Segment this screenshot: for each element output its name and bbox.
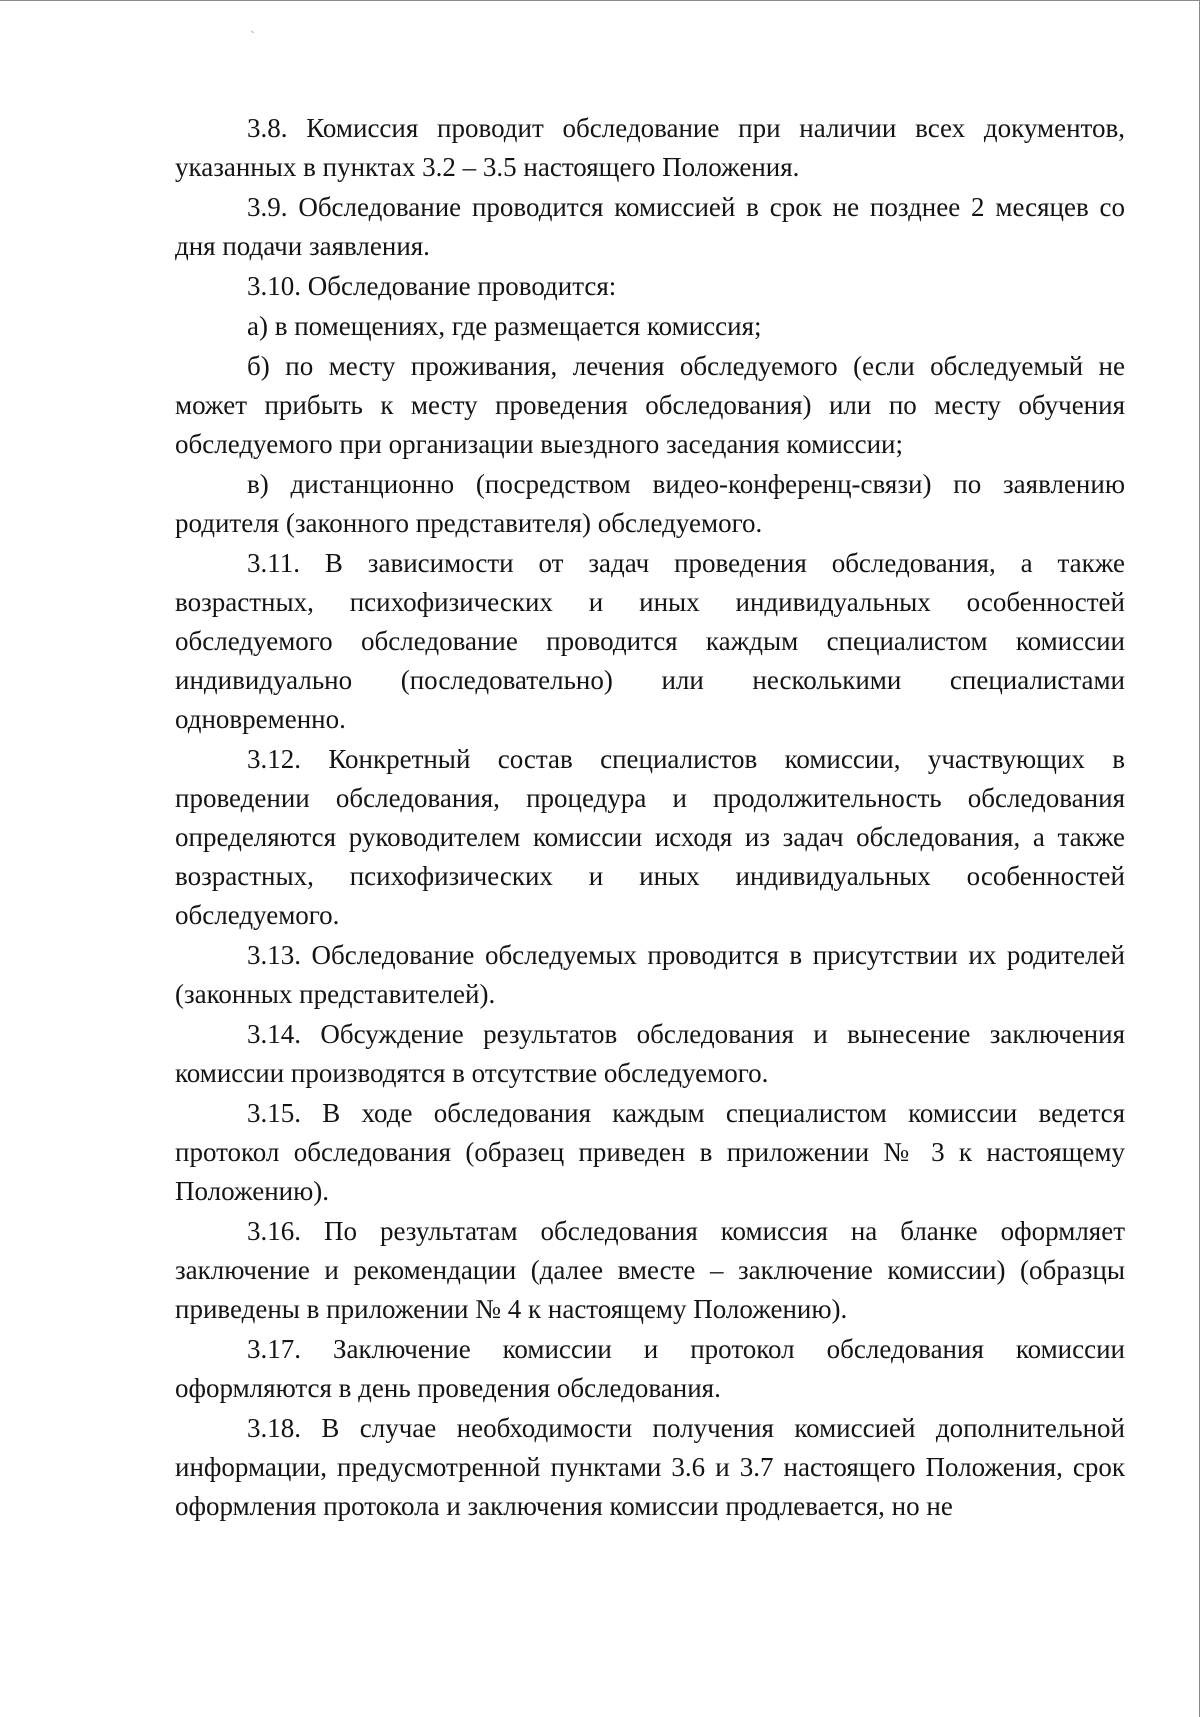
paragraph-3-13: 3.13. Обследование обследуемых проводится в присутствии их родителей (законных представителей). — [175, 940, 1125, 1009]
paragraph-3-10-b: б) по месту проживания, лечения обследуемого (если обследуемый не может прибыть к месту проведения обследования) или по месту обучения обследуемого при организации выездного заседания комиссии; — [175, 351, 1125, 459]
paragraph-3-11: 3.11. В зависимости от задач проведения обследования, а также возрастных, психофизических и иных индивидуальных особенностей обследуемого обследование проводится каждым специалистом комиссии индивидуально (последовательно) или несколькими специалистами одновременно. — [175, 548, 1125, 734]
paragraph-3-14: 3.14. Обсуждение результатов обследования и вынесение заключения комиссии производятся в отсутствие обследуемого. — [175, 1019, 1125, 1088]
document-body — [175, 109, 1125, 1527]
scan-speck: ˎ — [250, 19, 256, 33]
paragraph-3-18: 3.18. В случае необходимости получения комиссией дополнительной информации, предусмотренной пунктами 3.6 и 3.7 настоящего Положения, срок оформления протокола и заключения комиссии продлевается, но не — [175, 1413, 1125, 1521]
paragraph-3-15: 3.15. В ходе обследования каждым специалистом комиссии ведется протокол обследования (образец приведен в приложении № 3 к настоящему Положению). — [175, 1098, 1125, 1206]
paragraph-3-16: 3.16. По результатам обследования комиссия на бланке оформляет заключение и рекомендации (далее вместе – заключение комиссии) (образцы приведены в приложении № 4 к настоящему Положению). — [175, 1216, 1125, 1324]
paragraph-3-10: 3.10. Обследование проводится: — [247, 271, 617, 301]
paragraph-3-10-v: в) дистанционно (посредством видео-конференц-связи) по заявлению родителя (законного представителя) обследуемого. — [175, 469, 1125, 538]
paragraph-3-17: 3.17. Заключение комиссии и протокол обследования комиссии оформляются в день проведения обследования. — [175, 1334, 1125, 1403]
paragraph-3-12: 3.12. Конкретный состав специалистов комиссии, участвующих в проведении обследования, процедура и продолжительность обследования определяются руководителем комиссии исходя из задач обследования, а также возрастных, психофизических и иных индивидуальных особенностей обследуемого. — [175, 744, 1125, 930]
paragraph-3-10-a: а) в помещениях, где размещается комиссия; — [247, 311, 762, 341]
paragraph-3-9: 3.9. Обследование проводится комиссией в срок не позднее 2 месяцев со дня подачи заявления. — [175, 192, 1125, 261]
paragraph-3-8: 3.8. Комиссия проводит обследование при наличии всех документов, указанных в пунктах 3.2 – 3.5 настоящего Положения. — [175, 113, 1125, 182]
